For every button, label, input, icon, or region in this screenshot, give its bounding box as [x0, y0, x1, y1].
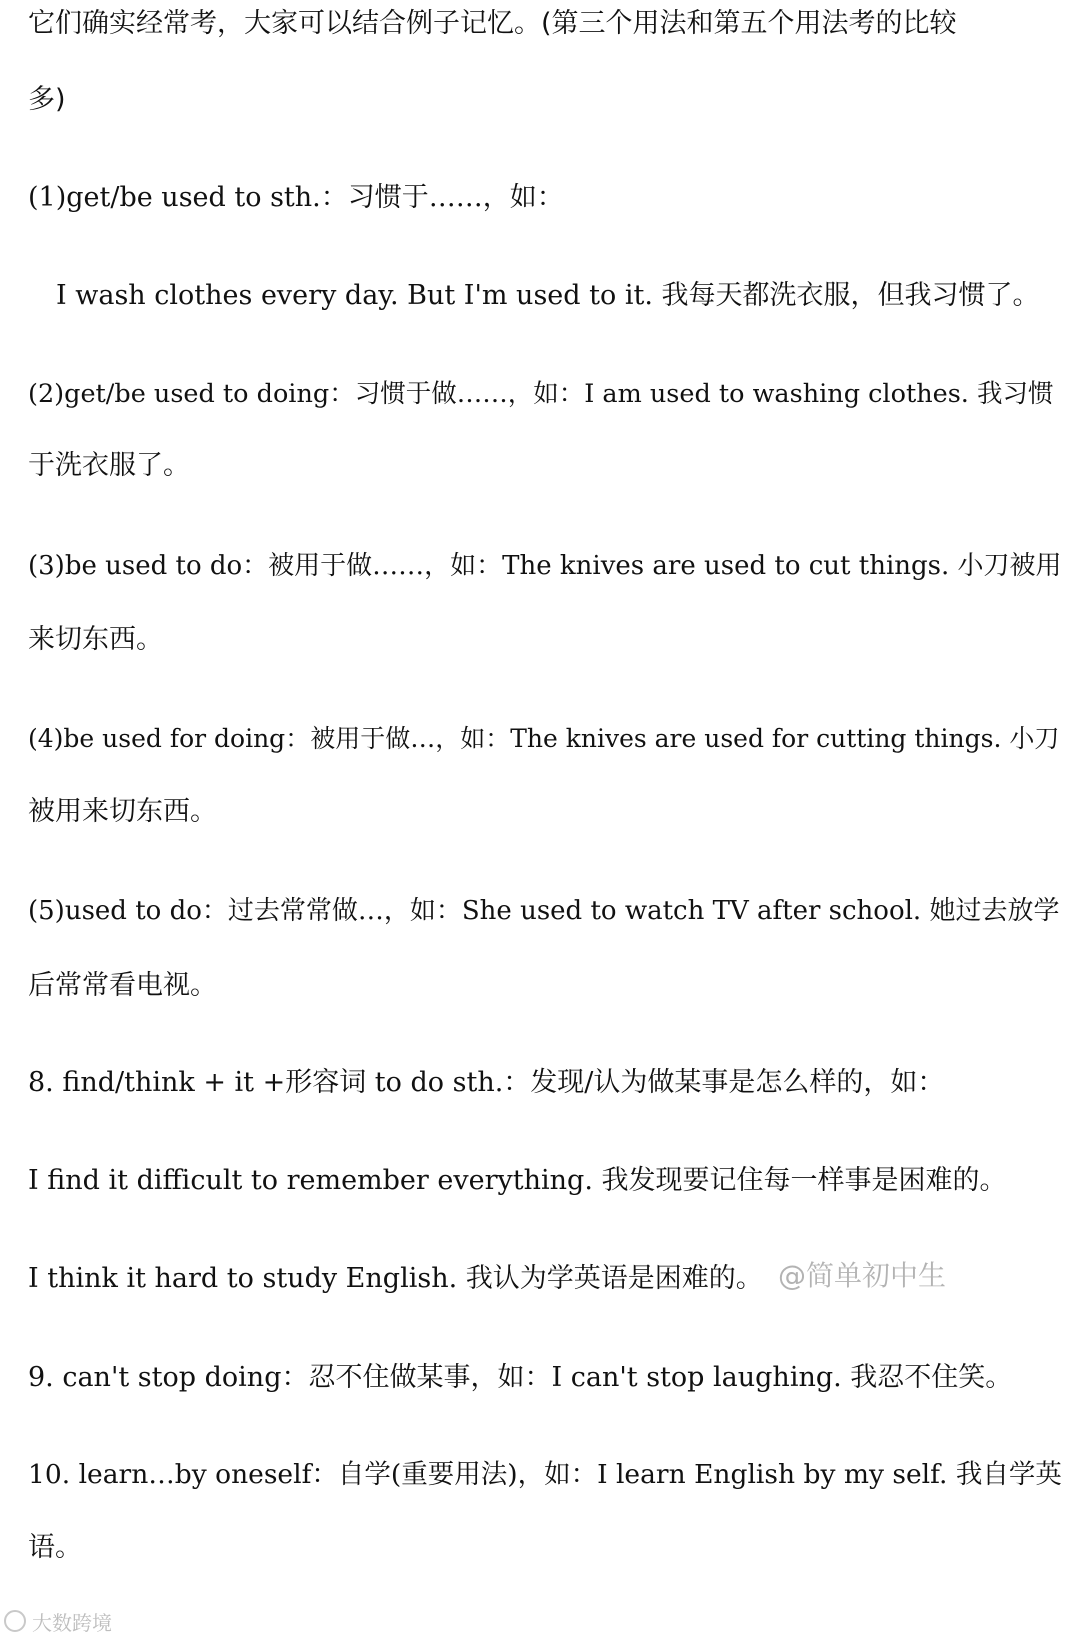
- text-line-12: 后常常看电视。: [28, 970, 217, 1001]
- text-line-13: 8. find/think + it +形容词 to do sth.：发现/认为做某事是怎么样的，如：: [28, 1067, 945, 1098]
- text-line-10: 被用来切东西。: [28, 796, 217, 827]
- text-line-15: I think it hard to study English. 我认为学英语是困难的。: [28, 1263, 763, 1294]
- text-line-8: 来切东西。: [28, 624, 163, 655]
- text-line-18: 语。: [28, 1532, 82, 1563]
- text-line-7: (3)be used to do：被用于做……，如：The knives are used to cut things. 小刀被用: [28, 551, 1062, 581]
- text-line-17: 10. learn…by oneself：自学(重要用法)，如：I learn English by my self. 我自学英: [28, 1459, 1062, 1490]
- text-line-14: I find it difficult to remember everything. 我发现要记住每一样事是困难的。: [28, 1165, 1007, 1196]
- text-line-6: 于洗衣服了。: [28, 450, 190, 481]
- corner-watermark: [0, 1604, 112, 1638]
- text-line-16: 9. can't stop doing：忍不住做某事，如：I can't stop laughing. 我忍不住笑。: [28, 1362, 1013, 1393]
- corner-watermark-text: 大数跨境: [32, 1610, 112, 1635]
- text-line-5: (2)get/be used to doing：习惯于做……，如：I am used to washing clothes. 我习惯: [28, 379, 1054, 409]
- text-line-11: (5)used to do：过去常常做…，如：She used to watch TV after school. 她过去放学: [28, 896, 1060, 926]
- text-line-1: 它们确实经常考，大家可以结合例子记忆。(第三个用法和第五个用法考的比较: [28, 8, 957, 39]
- text-line-4: I wash clothes every day. But I'm used to it. 我每天都洗衣服，但我习惯了。: [56, 280, 1040, 311]
- watermark-logo-icon: [4, 1610, 26, 1632]
- text-line-2: 多): [28, 84, 66, 115]
- text-line-9: (4)be used for doing：被用于做…，如：The knives are used for cutting things. 小刀: [28, 724, 1060, 753]
- text-line-3: (1)get/be used to sth.：习惯于……，如：: [28, 182, 564, 213]
- watermark-text: @简单初中生: [778, 1259, 947, 1292]
